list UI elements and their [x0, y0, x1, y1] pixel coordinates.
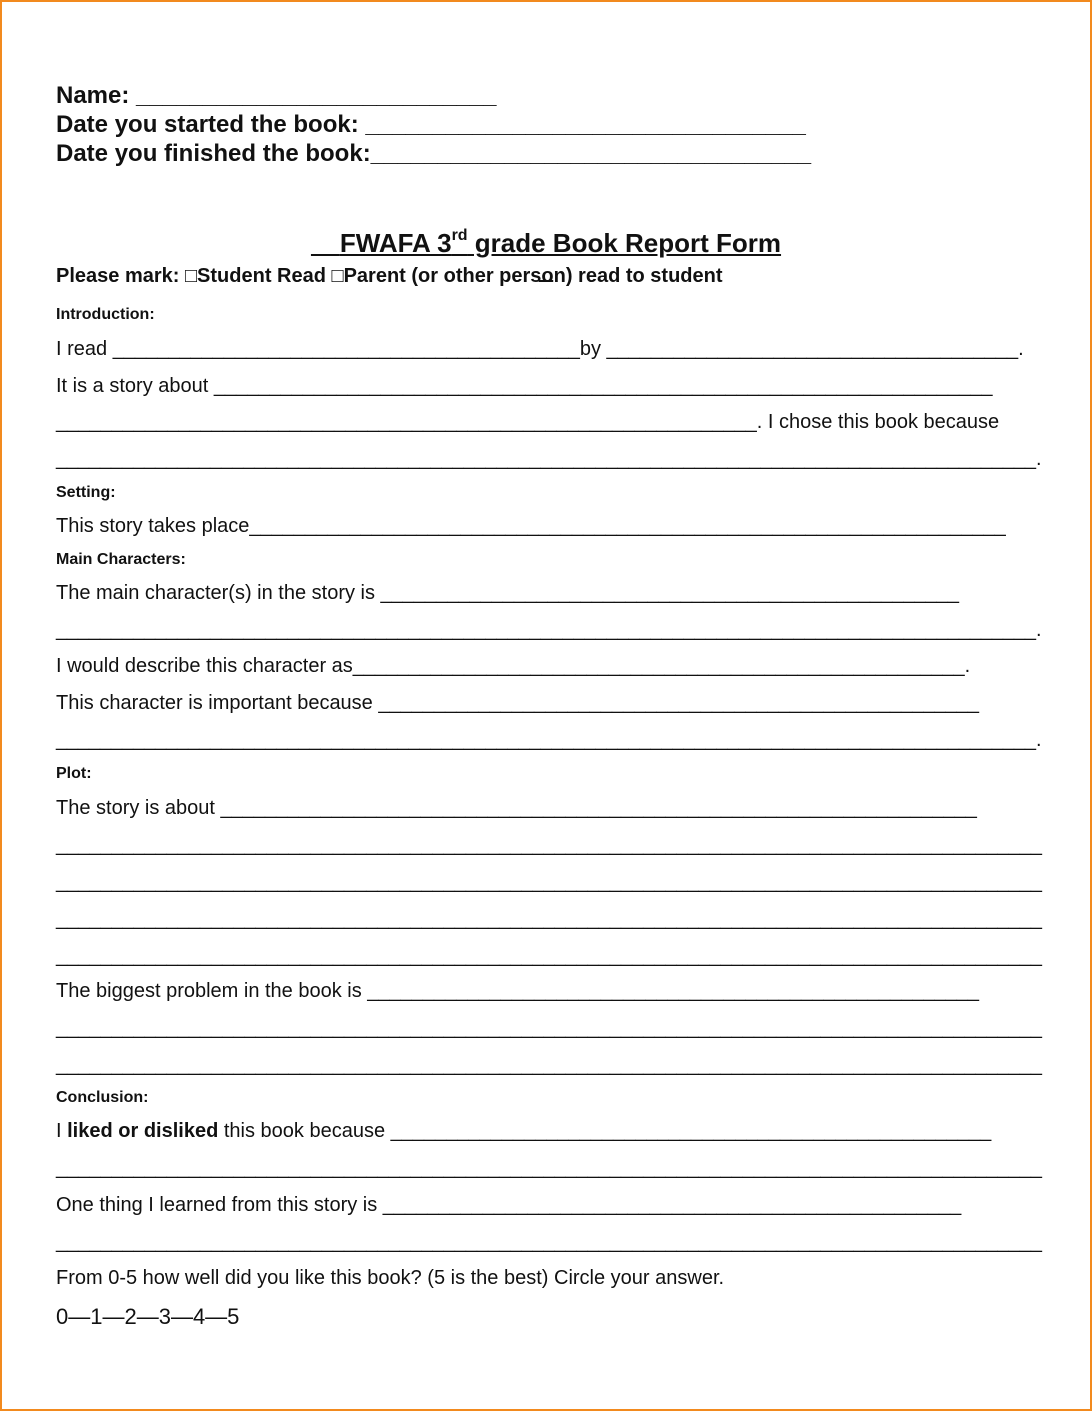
chose-because-field[interactable]: _______________________________________________________________. I chose this book because [56, 411, 1000, 433]
title-prefix: FWAFA 3 [339, 228, 452, 258]
liked-or-disliked-label: liked or disliked [67, 1120, 219, 1142]
rating-question: From 0-5 how well did you like this book? (5 is the best) Circle your answer. [56, 1267, 725, 1289]
takes-place-field[interactable]: This story takes place____________________________________________________________________ [56, 515, 1006, 537]
name-field[interactable]: Name: ___________________________ [56, 82, 497, 109]
liked-prefix: I [56, 1120, 68, 1142]
learned-field[interactable]: One thing I learned from this story is ____________________________________________________ [56, 1194, 962, 1216]
problem-blank-line[interactable]: _________________________________________________________________________________________ [56, 1017, 1042, 1039]
biggest-problem-field[interactable]: The biggest problem in the book is _______________________________________________________ [56, 980, 980, 1002]
important-blank-line[interactable]: _________________________________________________________________________________________. [56, 729, 1042, 751]
main-character-field[interactable]: The main character(s) in the story is ____________________________________________________ [56, 582, 959, 604]
plot-blank-line[interactable]: _________________________________________________________________________________________ [56, 945, 1042, 967]
i-read-field[interactable]: I read __________________________________________by _____________________________________. [56, 338, 1024, 360]
date-started-field[interactable]: Date you started the book: _________________________________ [56, 111, 806, 138]
learned-blank-line[interactable]: _________________________________________________________________________________________ [56, 1231, 1042, 1253]
intro-blank-line[interactable]: _________________________________________________________________________________________. [56, 448, 1042, 470]
please-mark-checkboxes[interactable]: Please mark: □Student Read □Parent (or other person) read to student [56, 265, 723, 287]
plot-blank-line[interactable]: _________________________________________________________________________________________ [56, 834, 1042, 856]
title-suffix: grade Book Report Form [467, 228, 782, 258]
main-character-blank-line[interactable]: _________________________________________________________________________________________. [56, 619, 1042, 641]
problem-blank-line[interactable]: _________________________________________________________________________________________ [56, 1054, 1042, 1076]
liked-blank-line[interactable]: _________________________________________________________________________________________ [56, 1157, 1042, 1179]
plot-blank-line[interactable]: _________________________________________________________________________________________ [56, 908, 1042, 930]
story-is-about-field[interactable]: The story is about ____________________________________________________________________ [56, 797, 977, 819]
character-important-field[interactable]: This character is important because ______________________________________________________ [56, 692, 980, 714]
title-superscript: rd [451, 227, 468, 244]
section-main-characters: Main Characters: [56, 551, 186, 568]
section-plot: Plot: [56, 765, 92, 782]
date-finished-field[interactable]: Date you finished the book:_________________________________ [56, 140, 812, 167]
story-about-field[interactable]: It is a story about ______________________________________________________________________ [56, 375, 993, 397]
section-setting: Setting: [56, 484, 116, 501]
liked-suffix: this book because ______________________________________________________ [218, 1120, 992, 1142]
section-conclusion: Conclusion: [56, 1089, 149, 1106]
rating-scale[interactable]: 0—1—2—3—4—5 [56, 1304, 240, 1329]
plot-blank-line[interactable]: _________________________________________________________________________________________ [56, 871, 1042, 893]
liked-disliked-field[interactable] [56, 1121, 991, 1141]
describe-character-field[interactable]: I would describe this character as_______________________________________________________. [56, 655, 971, 677]
section-introduction: Introduction: [56, 306, 155, 323]
